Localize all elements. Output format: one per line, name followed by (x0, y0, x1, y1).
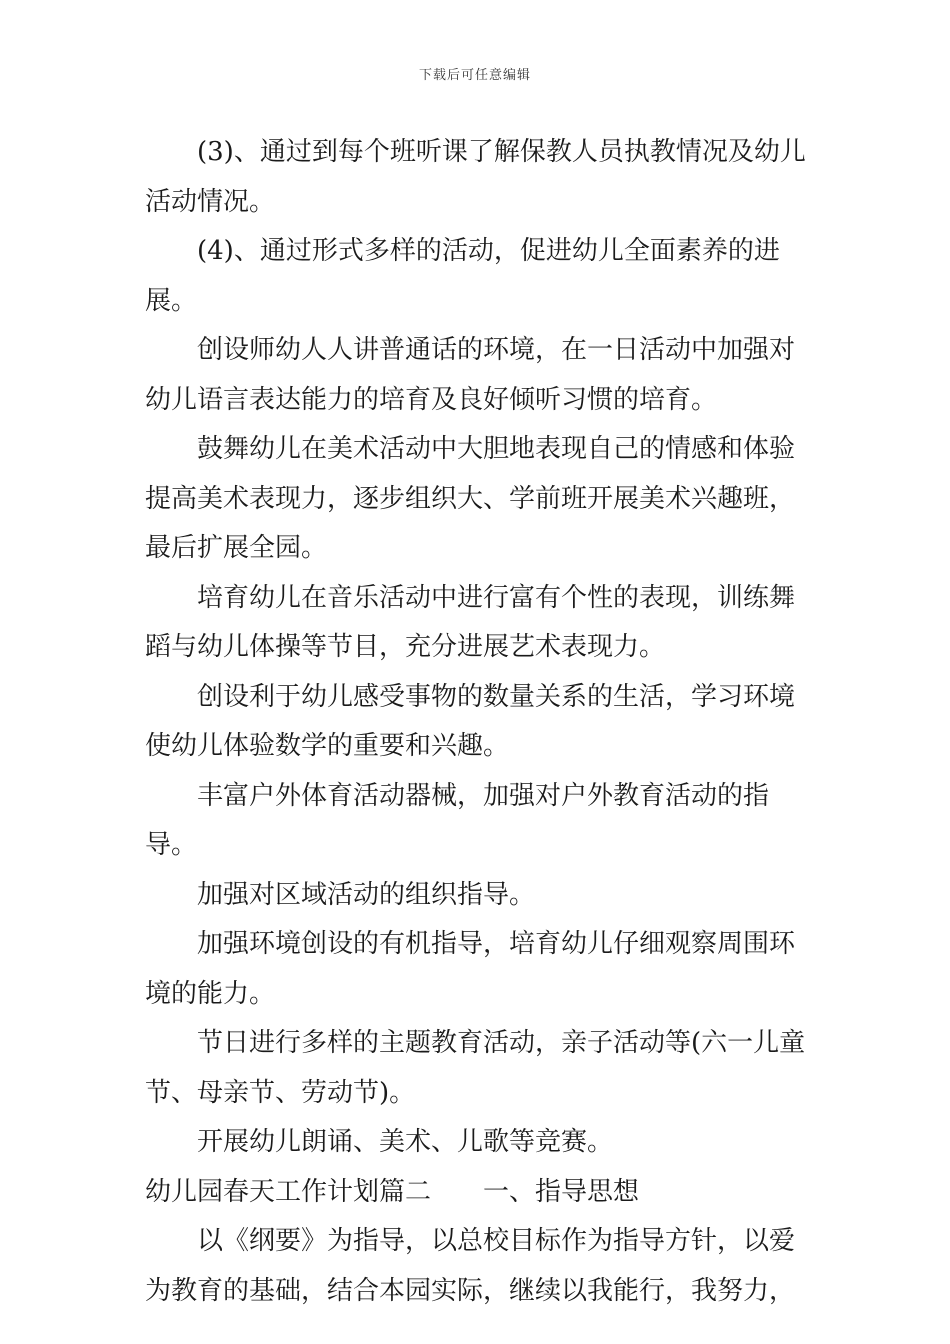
section-title: 幼儿园春天工作计划篇二 (145, 1176, 432, 1207)
paragraph: 加强环境创设的有机指导，培育幼儿仔细观察周围环境的能力。 (145, 929, 796, 1009)
paragraph: 鼓舞幼儿在美术活动中大胆地表现自己的情感和体验提高美术表现力，逐步组织大、学前班开展美术兴趣班，最后扩展全园。 (145, 434, 796, 563)
paragraph: 开展幼儿朗诵、美术、儿歌等竞赛。 (197, 1127, 614, 1157)
paragraph: 丰富户外体育活动器械，加强对户外教育活动的指导。 (145, 780, 770, 860)
paragraph: 节日进行多样的主题教育活动，亲子活动等(六一儿童节、母亲节、劳动节)。 (145, 1028, 806, 1108)
document-body (145, 128, 815, 1316)
paragraph: 创设师幼人人讲普通话的环境，在一日活动中加强对幼儿语言表达能力的培育及良好倾听习惯的培育。 (145, 335, 796, 415)
section-heading (145, 1168, 815, 1218)
section-subtitle: 一、指导思想 (483, 1176, 640, 1207)
paragraph: (3)、通过到每个班听课了解保教人员执教情况及幼儿活动情况。 (145, 137, 806, 217)
paragraph: (4)、通过形式多样的活动，促进幼儿全面素养的进展。 (145, 236, 780, 316)
paragraph: 创设利于幼儿感受事物的数量关系的生活，学习环境使幼儿体验数学的重要和兴趣。 (145, 681, 796, 761)
paragraph: 加强对区域活动的组织指导。 (197, 879, 536, 910)
paragraph: 培育幼儿在音乐活动中进行富有个性的表现，训练舞蹈与幼儿体操等节目，充分进展艺术表现力。 (145, 582, 796, 662)
heading-gap (431, 1168, 483, 1218)
page-header-note: 下载后可任意编辑 (418, 68, 531, 83)
paragraph: 以《纲要》为指导，以总校目标作为指导方针，以爱为教育的基础，结合本园实际，继续以我能行，我努力， (145, 1226, 796, 1306)
